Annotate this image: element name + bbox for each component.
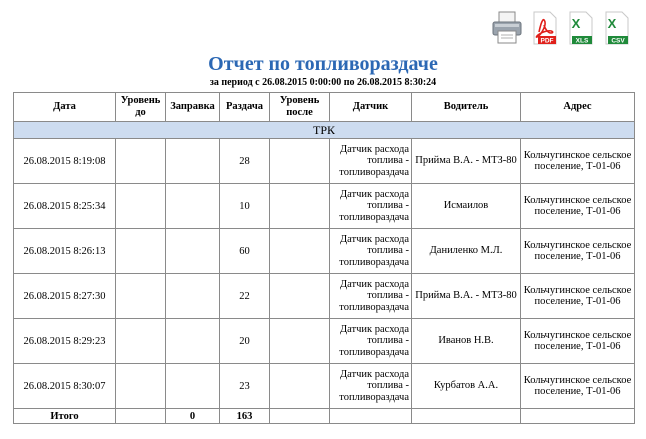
cell-sensor: Датчик расхода топлива - топливораздача xyxy=(330,319,412,364)
total-refill: 0 xyxy=(166,409,220,424)
header-refill: Заправка xyxy=(166,93,220,122)
printer-icon xyxy=(490,10,524,46)
cell-refill xyxy=(166,229,220,274)
total-level-after xyxy=(270,409,330,424)
header-address: Адрес xyxy=(521,93,635,122)
export-pdf-button[interactable] xyxy=(528,10,562,46)
total-label: Итого xyxy=(14,409,116,424)
cell-date: 26.08.2015 8:29:23 xyxy=(14,319,116,364)
total-driver xyxy=(412,409,521,424)
cell-date: 26.08.2015 8:30:07 xyxy=(14,364,116,409)
cell-address: Кольчугинское сельское поселение, Т-01-06 xyxy=(521,364,635,409)
cell-level-before xyxy=(116,184,166,229)
cell-dispense: 22 xyxy=(220,274,270,319)
cell-refill xyxy=(166,364,220,409)
cell-date: 26.08.2015 8:26:13 xyxy=(14,229,116,274)
cell-driver: Иванов Н.В. xyxy=(412,319,521,364)
header-dispense: Раздача xyxy=(220,93,270,122)
header-level-before: Уровень до xyxy=(116,93,166,122)
table-row xyxy=(14,184,635,229)
report-period: за период с 26.08.2015 0:00:00 по 26.08.2015 8:30:24 xyxy=(209,77,437,88)
cell-level-before xyxy=(116,229,166,274)
cell-refill xyxy=(166,319,220,364)
cell-level-after xyxy=(270,139,330,184)
cell-dispense: 28 xyxy=(220,139,270,184)
cell-address: Кольчугинское сельское поселение, Т-01-06 xyxy=(521,184,635,229)
pdf-icon xyxy=(528,10,562,46)
cell-driver: Прийма В.А. - МТЗ-80 xyxy=(412,139,521,184)
cell-refill xyxy=(166,184,220,229)
cell-refill xyxy=(166,274,220,319)
cell-dispense: 10 xyxy=(220,184,270,229)
group-row xyxy=(14,122,635,139)
cell-driver: Исмаилов xyxy=(412,184,521,229)
total-sensor xyxy=(330,409,412,424)
fuel-report-table xyxy=(13,92,635,424)
total-row xyxy=(14,409,635,424)
cell-address: Кольчугинское сельское поселение, Т-01-06 xyxy=(521,274,635,319)
cell-sensor: Датчик расхода топлива - топливораздача xyxy=(330,139,412,184)
export-xls-button[interactable] xyxy=(564,10,598,46)
svg-text:X: X xyxy=(607,16,617,31)
cell-sensor: Датчик расхода топлива - топливораздача xyxy=(330,364,412,409)
cell-refill xyxy=(166,139,220,184)
cell-sensor: Датчик расхода топлива - топливораздача xyxy=(330,184,412,229)
header-date: Дата xyxy=(14,93,116,122)
total-address xyxy=(521,409,635,424)
header-driver: Водитель xyxy=(412,93,521,122)
cell-level-after xyxy=(270,274,330,319)
cell-driver: Прийма В.А. - МТЗ-80 xyxy=(412,274,521,319)
table-row xyxy=(14,229,635,274)
cell-level-before xyxy=(116,364,166,409)
cell-address: Кольчугинское сельское поселение, Т-01-06 xyxy=(521,319,635,364)
export-csv-button[interactable] xyxy=(600,10,634,46)
cell-level-after xyxy=(270,229,330,274)
cell-driver: Курбатов А.А. xyxy=(412,364,521,409)
header-sensor: Датчик xyxy=(330,93,412,122)
csv-icon xyxy=(600,10,634,46)
cell-dispense: 23 xyxy=(220,364,270,409)
total-dispense: 163 xyxy=(220,409,270,424)
cell-dispense: 60 xyxy=(220,229,270,274)
cell-dispense: 20 xyxy=(220,319,270,364)
cell-address: Кольчугинское сельское поселение, Т-01-06 xyxy=(521,229,635,274)
xls-icon xyxy=(564,10,598,46)
table-row xyxy=(14,274,635,319)
cell-date: 26.08.2015 8:19:08 xyxy=(14,139,116,184)
cell-level-after xyxy=(270,319,330,364)
cell-sensor: Датчик расхода топлива - топливораздача xyxy=(330,229,412,274)
table-row xyxy=(14,319,635,364)
export-toolbar xyxy=(490,10,636,46)
total-level-before xyxy=(116,409,166,424)
cell-date: 26.08.2015 8:27:30 xyxy=(14,274,116,319)
xls-label: XLS xyxy=(575,37,589,45)
report-title: Отчет по топливораздаче xyxy=(208,53,438,75)
cell-level-after xyxy=(270,364,330,409)
cell-level-before xyxy=(116,319,166,364)
cell-level-after xyxy=(270,184,330,229)
table-header-row xyxy=(14,93,635,122)
pdf-label: PDF xyxy=(540,37,554,45)
cell-level-before xyxy=(116,139,166,184)
table-row xyxy=(14,364,635,409)
group-label: ТРК xyxy=(14,122,635,139)
print-button[interactable] xyxy=(490,10,524,46)
cell-level-before xyxy=(116,274,166,319)
header-level-after: Уровень после xyxy=(270,93,330,122)
cell-sensor: Датчик расхода топлива - топливораздача xyxy=(330,274,412,319)
cell-address: Кольчугинское сельское поселение, Т-01-06 xyxy=(521,139,635,184)
cell-date: 26.08.2015 8:25:34 xyxy=(14,184,116,229)
table-row xyxy=(14,139,635,184)
cell-driver: Даниленко М.Л. xyxy=(412,229,521,274)
csv-label: CSV xyxy=(611,37,625,45)
svg-text:X: X xyxy=(571,16,581,31)
